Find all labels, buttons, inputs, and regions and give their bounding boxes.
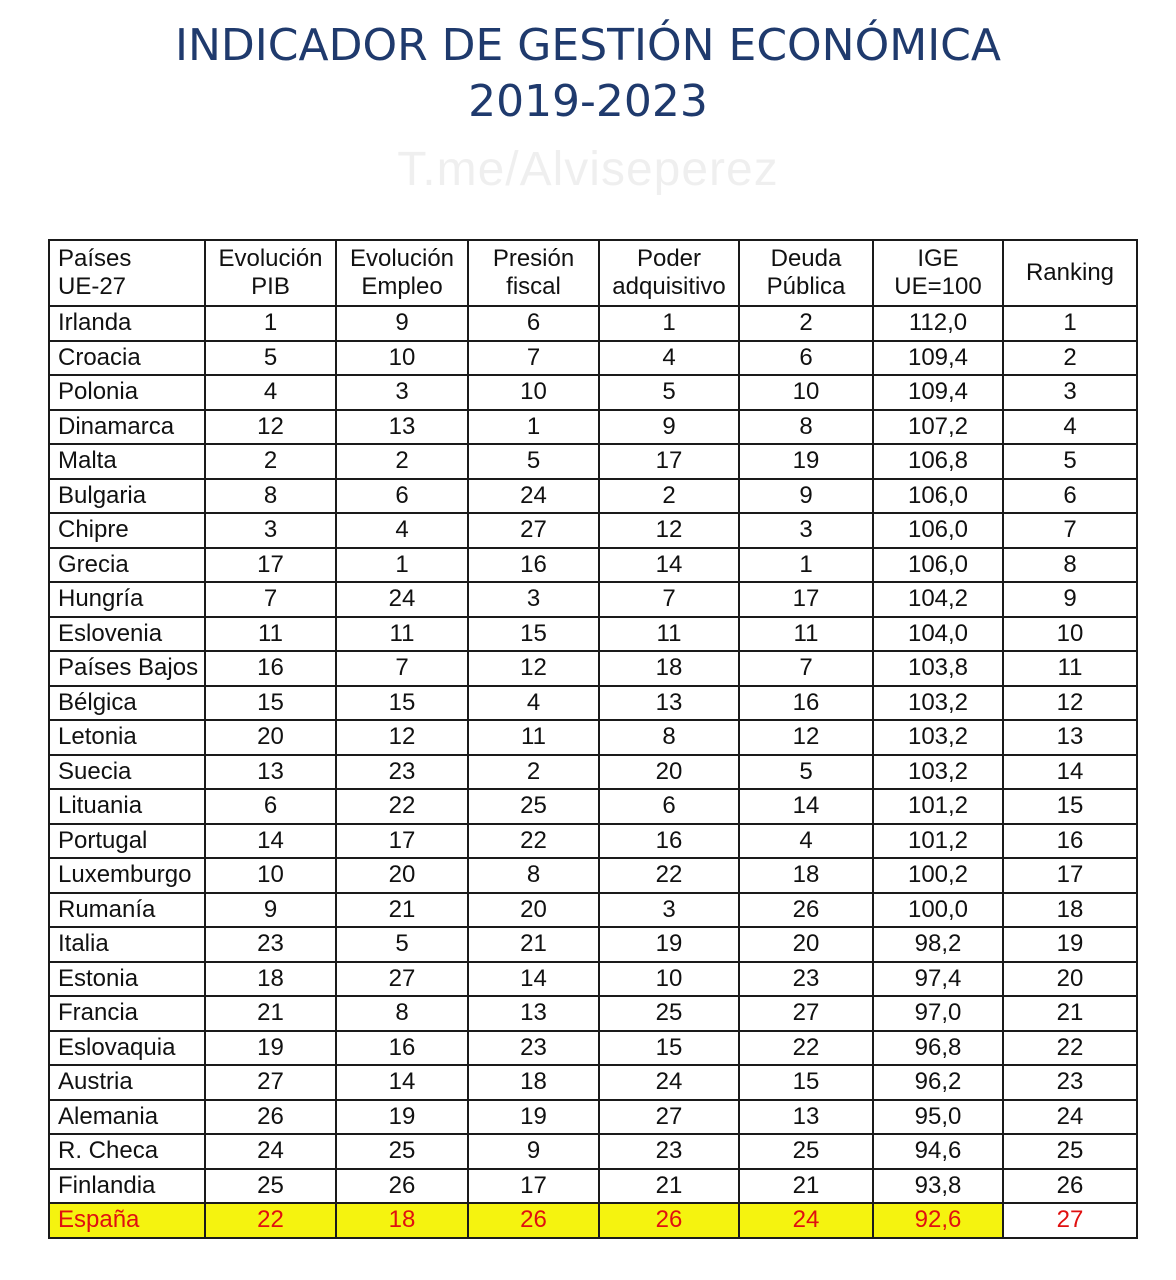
cell-employment: 13 [336,410,468,445]
cell-gdp: 8 [205,479,336,514]
cell-ranking: 26 [1003,1169,1137,1204]
cell-purchasing-power: 14 [599,548,739,583]
cell-tax: 15 [468,617,599,652]
cell-purchasing-power: 22 [599,858,739,893]
cell-employment: 18 [336,1203,468,1238]
cell-ige: 109,4 [873,375,1003,410]
cell-tax: 14 [468,962,599,997]
cell-purchasing-power: 15 [599,1031,739,1066]
cell-purchasing-power: 6 [599,789,739,824]
cell-country: Eslovenia [49,617,205,652]
cell-purchasing-power: 23 [599,1134,739,1169]
cell-ige: 100,0 [873,893,1003,928]
cell-country: Irlanda [49,306,205,341]
header-debt-line1: Deuda [770,245,842,272]
cell-purchasing-power: 8 [599,720,739,755]
cell-ranking: 16 [1003,824,1137,859]
cell-ige: 104,2 [873,582,1003,617]
cell-country: Portugal [49,824,205,859]
cell-employment: 23 [336,755,468,790]
cell-tax: 25 [468,789,599,824]
cell-country: Hungría [49,582,205,617]
cell-employment: 6 [336,479,468,514]
cell-debt: 25 [739,1134,873,1169]
cell-ranking: 24 [1003,1100,1137,1135]
cell-debt: 3 [739,513,873,548]
cell-employment: 27 [336,962,468,997]
cell-ige: 92,6 [873,1203,1003,1238]
cell-purchasing-power: 20 [599,755,739,790]
cell-ige: 96,8 [873,1031,1003,1066]
cell-purchasing-power: 17 [599,444,739,479]
cell-country: Malta [49,444,205,479]
cell-debt: 18 [739,858,873,893]
cell-country: España [49,1203,205,1238]
table-row-highlighted [49,1203,1137,1238]
table-row [49,927,1137,962]
header-countries-line1: Países [58,245,132,272]
cell-gdp: 12 [205,410,336,445]
cell-gdp: 3 [205,513,336,548]
header-public-debt [739,240,873,306]
cell-purchasing-power: 10 [599,962,739,997]
cell-purchasing-power: 5 [599,375,739,410]
cell-purchasing-power: 11 [599,617,739,652]
cell-ranking: 22 [1003,1031,1137,1066]
cell-debt: 22 [739,1031,873,1066]
header-gdp-line1: Evolución [218,245,323,272]
cell-tax: 8 [468,858,599,893]
cell-debt: 4 [739,824,873,859]
cell-tax: 16 [468,548,599,583]
cell-employment: 21 [336,893,468,928]
cell-ige: 97,4 [873,962,1003,997]
table-row [49,513,1137,548]
cell-gdp: 1 [205,306,336,341]
page-title: INDICADOR DE GESTIÓN ECONÓMICA [175,20,1001,71]
header-countries [49,240,205,306]
table-row [49,444,1137,479]
cell-debt: 24 [739,1203,873,1238]
cell-ige: 100,2 [873,858,1003,893]
cell-country: Francia [49,996,205,1031]
cell-tax: 17 [468,1169,599,1204]
cell-debt: 12 [739,720,873,755]
cell-ige: 95,0 [873,1100,1003,1135]
table-row [49,410,1137,445]
cell-debt: 15 [739,1065,873,1100]
cell-debt: 20 [739,927,873,962]
cell-employment: 14 [336,1065,468,1100]
cell-employment: 1 [336,548,468,583]
cell-ranking: 11 [1003,651,1137,686]
cell-tax: 21 [468,927,599,962]
cell-ige: 94,6 [873,1134,1003,1169]
cell-country: Italia [49,927,205,962]
cell-purchasing-power: 9 [599,410,739,445]
cell-country: Bulgaria [49,479,205,514]
cell-employment: 7 [336,651,468,686]
cell-employment: 3 [336,375,468,410]
cell-tax: 7 [468,341,599,376]
header-tax-line2: fiscal [506,273,561,300]
cell-gdp: 25 [205,1169,336,1204]
table-row [49,617,1137,652]
cell-ranking: 2 [1003,341,1137,376]
table-row [49,375,1137,410]
cell-ranking: 10 [1003,617,1137,652]
cell-tax: 19 [468,1100,599,1135]
cell-gdp: 23 [205,927,336,962]
cell-tax: 10 [468,375,599,410]
cell-tax: 27 [468,513,599,548]
cell-gdp: 19 [205,1031,336,1066]
cell-ige: 97,0 [873,996,1003,1031]
cell-ranking: 15 [1003,789,1137,824]
cell-gdp: 13 [205,755,336,790]
cell-ige: 103,8 [873,651,1003,686]
cell-ranking: 20 [1003,962,1137,997]
header-debt-line2: Pública [766,273,846,300]
cell-employment: 5 [336,927,468,962]
cell-gdp: 15 [205,686,336,721]
cell-ranking: 12 [1003,686,1137,721]
cell-country: Estonia [49,962,205,997]
cell-employment: 17 [336,824,468,859]
cell-gdp: 17 [205,548,336,583]
cell-tax: 5 [468,444,599,479]
cell-employment: 15 [336,686,468,721]
cell-tax: 11 [468,720,599,755]
cell-ige: 103,2 [873,686,1003,721]
cell-purchasing-power: 1 [599,306,739,341]
header-tax-line1: Presión [492,245,575,272]
cell-debt: 16 [739,686,873,721]
cell-tax: 3 [468,582,599,617]
cell-tax: 18 [468,1065,599,1100]
cell-debt: 14 [739,789,873,824]
table-row [49,755,1137,790]
cell-employment: 12 [336,720,468,755]
cell-debt: 6 [739,341,873,376]
cell-ranking: 14 [1003,755,1137,790]
table-row [49,720,1137,755]
cell-tax: 23 [468,1031,599,1066]
page-subtitle-years: 2019-2023 [468,76,708,127]
cell-ranking: 6 [1003,479,1137,514]
header-ranking [1003,240,1137,306]
header-ige-line2: UE=100 [894,273,982,300]
cell-country: Suecia [49,755,205,790]
cell-ige: 106,0 [873,548,1003,583]
cell-purchasing-power: 26 [599,1203,739,1238]
cell-purchasing-power: 16 [599,824,739,859]
cell-debt: 10 [739,375,873,410]
table-row [49,996,1137,1031]
cell-tax: 4 [468,686,599,721]
cell-debt: 2 [739,306,873,341]
cell-employment: 25 [336,1134,468,1169]
cell-country: Grecia [49,548,205,583]
table-row [49,479,1137,514]
cell-debt: 17 [739,582,873,617]
header-purchasing-line1: Poder [636,245,702,272]
cell-gdp: 6 [205,789,336,824]
cell-country: Alemania [49,1100,205,1135]
cell-employment: 20 [336,858,468,893]
cell-country: Países Bajos [49,651,205,686]
cell-ige: 101,2 [873,824,1003,859]
cell-gdp: 7 [205,582,336,617]
cell-country: R. Checa [49,1134,205,1169]
table-row [49,824,1137,859]
cell-ranking: 13 [1003,720,1137,755]
header-employment-line1: Evolución [349,245,455,272]
cell-debt: 5 [739,755,873,790]
header-ige-line1: IGE [917,245,959,272]
cell-country: Dinamarca [49,410,205,445]
cell-employment: 11 [336,617,468,652]
cell-gdp: 9 [205,893,336,928]
cell-purchasing-power: 18 [599,651,739,686]
cell-ranking: 9 [1003,582,1137,617]
table-row [49,1065,1137,1100]
cell-purchasing-power: 3 [599,893,739,928]
cell-gdp: 16 [205,651,336,686]
header-gdp-line2: PIB [251,273,290,300]
cell-debt: 9 [739,479,873,514]
cell-gdp: 21 [205,996,336,1031]
cell-ranking: 7 [1003,513,1137,548]
cell-ige: 98,2 [873,927,1003,962]
cell-ige: 93,8 [873,1169,1003,1204]
cell-ranking: 21 [1003,996,1137,1031]
cell-purchasing-power: 25 [599,996,739,1031]
table-row [49,893,1137,928]
cell-purchasing-power: 19 [599,927,739,962]
cell-tax: 20 [468,893,599,928]
table-row [49,789,1137,824]
cell-tax: 13 [468,996,599,1031]
cell-employment: 4 [336,513,468,548]
cell-ige: 106,0 [873,479,1003,514]
cell-employment: 26 [336,1169,468,1204]
cell-ige: 103,2 [873,755,1003,790]
cell-tax: 26 [468,1203,599,1238]
table-row [49,858,1137,893]
cell-debt: 7 [739,651,873,686]
cell-country: Finlandia [49,1169,205,1204]
cell-debt: 1 [739,548,873,583]
cell-purchasing-power: 13 [599,686,739,721]
header-row [49,240,1137,306]
cell-gdp: 2 [205,444,336,479]
cell-tax: 24 [468,479,599,514]
cell-country: Luxemburgo [49,858,205,893]
cell-country: Polonia [49,375,205,410]
cell-ranking: 8 [1003,548,1137,583]
cell-country: Letonia [49,720,205,755]
cell-purchasing-power: 4 [599,341,739,376]
cell-gdp: 20 [205,720,336,755]
header-employment-evolution [336,240,468,306]
cell-tax: 12 [468,651,599,686]
cell-ige: 96,2 [873,1065,1003,1100]
cell-purchasing-power: 27 [599,1100,739,1135]
cell-ige: 107,2 [873,410,1003,445]
cell-purchasing-power: 7 [599,582,739,617]
cell-ige: 104,0 [873,617,1003,652]
table-row [49,1169,1137,1204]
cell-tax: 1 [468,410,599,445]
cell-ranking: 23 [1003,1065,1137,1100]
cell-ranking: 3 [1003,375,1137,410]
cell-gdp: 22 [205,1203,336,1238]
ige-ranking-table [48,239,1138,1239]
cell-gdp: 27 [205,1065,336,1100]
header-tax-pressure [468,240,599,306]
cell-employment: 10 [336,341,468,376]
cell-country: Lituania [49,789,205,824]
table-row [49,651,1137,686]
cell-ranking: 19 [1003,927,1137,962]
cell-employment: 24 [336,582,468,617]
cell-employment: 9 [336,306,468,341]
table-row [49,341,1137,376]
cell-gdp: 26 [205,1100,336,1135]
cell-purchasing-power: 12 [599,513,739,548]
cell-purchasing-power: 2 [599,479,739,514]
cell-debt: 19 [739,444,873,479]
cell-gdp: 11 [205,617,336,652]
cell-tax: 9 [468,1134,599,1169]
cell-country: Rumanía [49,893,205,928]
cell-purchasing-power: 24 [599,1065,739,1100]
cell-ige: 106,8 [873,444,1003,479]
cell-ranking: 1 [1003,306,1137,341]
cell-gdp: 10 [205,858,336,893]
cell-employment: 16 [336,1031,468,1066]
cell-ranking: 4 [1003,410,1137,445]
header-ranking-line1: Ranking [1025,259,1115,286]
cell-employment: 8 [336,996,468,1031]
cell-country: Austria [49,1065,205,1100]
cell-debt: 11 [739,617,873,652]
cell-ranking: 5 [1003,444,1137,479]
cell-country: Bélgica [49,686,205,721]
cell-employment: 2 [336,444,468,479]
cell-ranking: 27 [1003,1203,1137,1238]
cell-tax: 6 [468,306,599,341]
cell-employment: 19 [336,1100,468,1135]
table-row [49,548,1137,583]
cell-tax: 2 [468,755,599,790]
cell-ranking: 17 [1003,858,1137,893]
cell-country: Eslovaquia [49,1031,205,1066]
cell-gdp: 18 [205,962,336,997]
cell-gdp: 14 [205,824,336,859]
cell-ige: 112,0 [873,306,1003,341]
table-row [49,1100,1137,1135]
cell-country: Chipre [49,513,205,548]
watermark-text: T.me/Alviseperez [397,143,779,196]
header-employment-line2: Empleo [361,273,443,300]
header-purchasing-line2: adquisitivo [612,273,726,300]
cell-debt: 26 [739,893,873,928]
header-countries-line2: UE-27 [58,273,127,300]
table-body [49,306,1137,1238]
cell-ige: 101,2 [873,789,1003,824]
header-ige [873,240,1003,306]
header-gdp-evolution [205,240,336,306]
cell-gdp: 5 [205,341,336,376]
cell-debt: 23 [739,962,873,997]
table-row [49,1031,1137,1066]
cell-ige: 106,0 [873,513,1003,548]
table-row [49,686,1137,721]
cell-employment: 22 [336,789,468,824]
cell-ige: 103,2 [873,720,1003,755]
cell-ranking: 25 [1003,1134,1137,1169]
cell-tax: 22 [468,824,599,859]
cell-ranking: 18 [1003,893,1137,928]
cell-purchasing-power: 21 [599,1169,739,1204]
table-row [49,1134,1137,1169]
cell-debt: 27 [739,996,873,1031]
cell-ige: 109,4 [873,341,1003,376]
cell-debt: 8 [739,410,873,445]
cell-gdp: 24 [205,1134,336,1169]
cell-debt: 13 [739,1100,873,1135]
cell-debt: 21 [739,1169,873,1204]
table-row [49,306,1137,341]
header-purchasing-power [599,240,739,306]
table-row [49,582,1137,617]
cell-country: Croacia [49,341,205,376]
cell-gdp: 4 [205,375,336,410]
table-row [49,962,1137,997]
